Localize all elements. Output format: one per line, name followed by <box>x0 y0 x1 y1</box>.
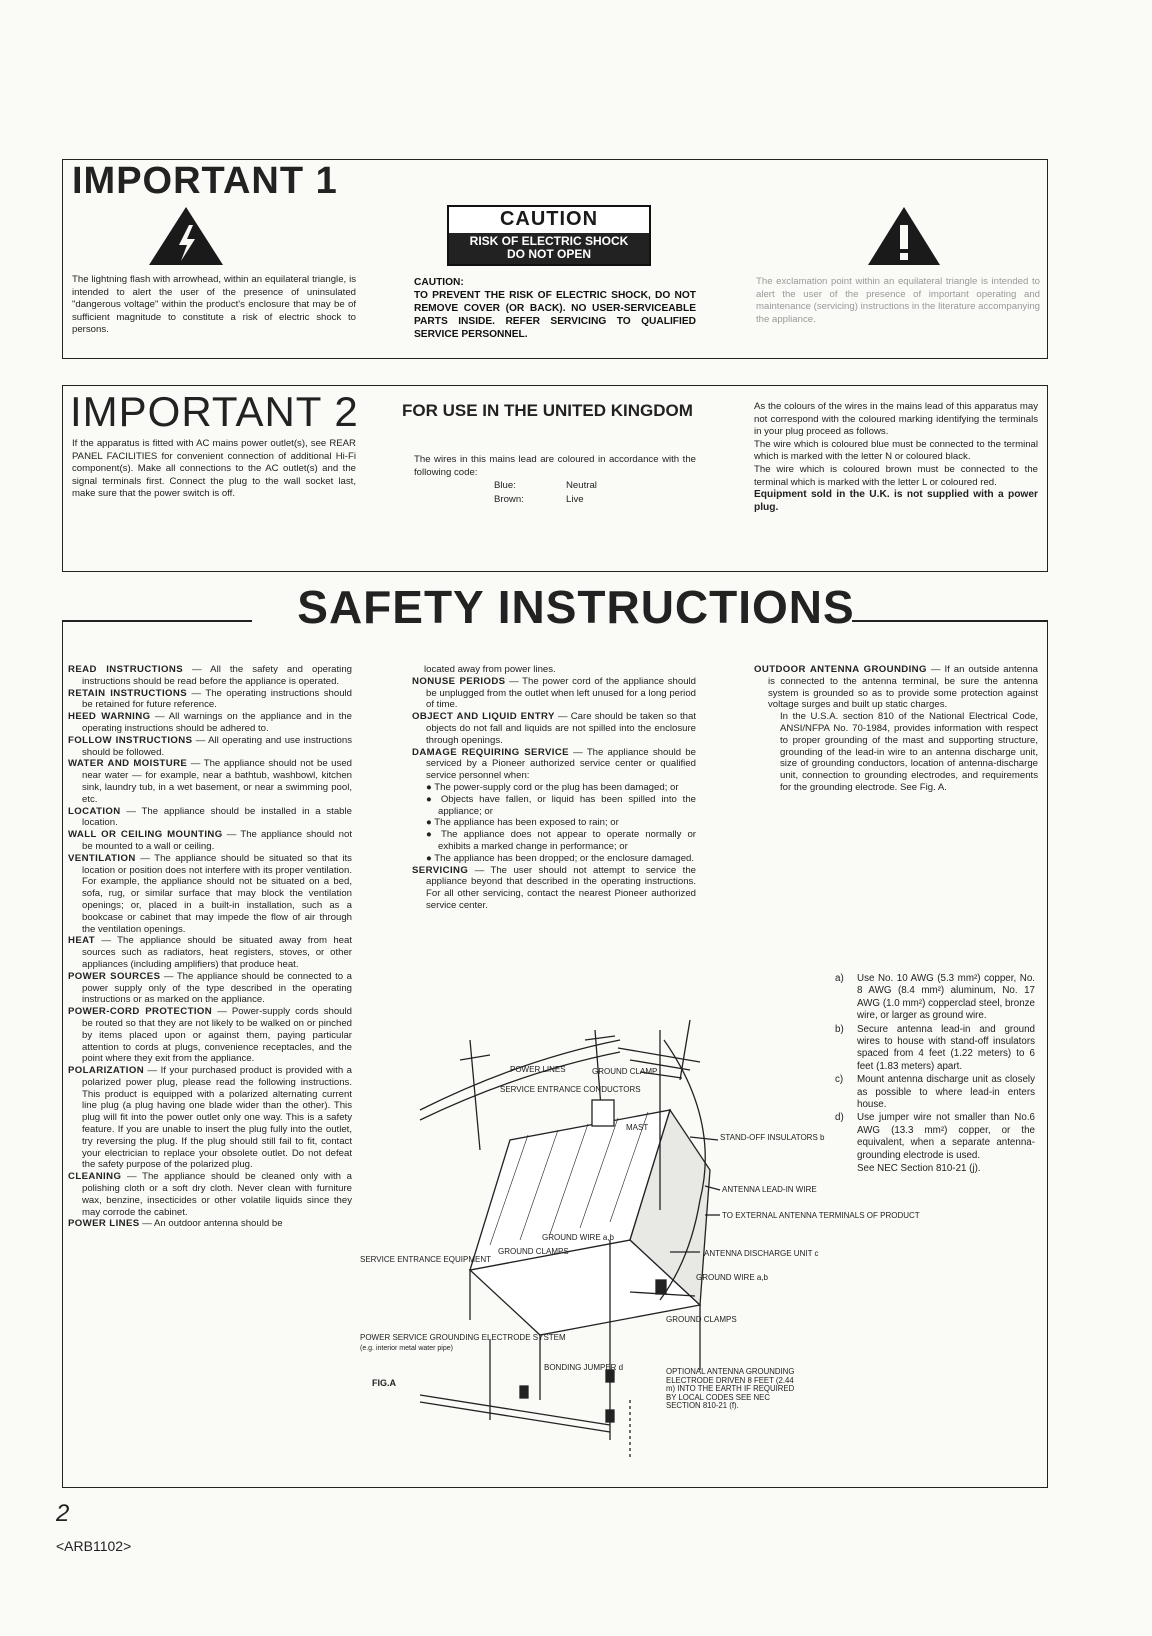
note-item: See NEC Section 810-21 (j). <box>857 1163 981 1175</box>
instruction-item: SERVICING — The user should not attempt to service the appliance beyond that described in the operating instructions. For all other servicing, contact the nearest Pioneer authorized service center. <box>412 864 696 911</box>
blue-label: Blue: <box>494 480 516 491</box>
instruction-item: OBJECT AND LIQUID ENTRY — Care should be taken so that objects do not fall and liquids are not spilled into the enclosure through openings. <box>412 711 696 746</box>
instruction-item: POWER-CORD PROTECTION — Power-supply cords should be routed so that they are not likely to be walked on or pinched by items placed upon or against them, paying particular attention to cords at plugs, convenience receptacles, and the point where they exit from the appliance. <box>68 1006 352 1065</box>
note-item: b) Secure antenna lead-in and ground wires to house with stand-off insulators spaced from 4 feet (1.22 meters) to 6 feet (1.83 meters) apart. <box>835 1023 1035 1072</box>
figure-label-ground-clamps: GROUND CLAMPS <box>498 1247 569 1256</box>
note-item: d) Use jumper wire not smaller than No.6 AWG (13.3 mm²) copper, or the equivalent, when a separate antenna-grounding electrode is used. <box>835 1112 1035 1161</box>
instruction-continued: located away from power lines. <box>424 664 556 675</box>
instruction-item: OUTDOOR ANTENNA GROUNDING — If an outside antenna is connected to the antenna terminal, be sure the antenna system is grounded so as to provide some protection against voltage surges and built up static charges. <box>754 664 1038 711</box>
instruction-item: POLARIZATION — If your purchased product is provided with a polarized power plug, please read the following instructions. This product is equipped with a polarized alternating current line plug (a plug having one blade wider than the other). This plug will fit into the power outlet only one way. This is a safety feature. If you are unable to insert the plug fully into the outlet, try reversing the plug. If the plug should still fail to fit, contact your electrician to replace your obsolete outlet. Do not defeat the safety purpose of the polarized plug. <box>68 1065 352 1171</box>
uk-right-text <box>754 401 1038 514</box>
note-item: c) Mount antenna discharge unit as closely as possible to where lead-in enters house. <box>835 1074 1035 1111</box>
note-item: a) Use No. 10 AWG (5.3 mm²) copper, No. 8 AWG (8.4 mm²) aluminum, No. 17 AWG (1.0 mm²) copperclad steel, bronze wire, or larger as ground wire. <box>835 973 1035 1022</box>
instruction-item: WALL OR CEILING MOUNTING — The appliance should not be mounted to a wall or ceiling. <box>68 829 352 852</box>
figure-label-ground-clamps-2: GROUND CLAMPS <box>666 1315 737 1324</box>
exclamation-description: The exclamation point within an equilateral triangle is intended to alert the user of the presence of important operating and maintenance (servicing) instructions in the literature accompanying the appliance. <box>756 276 1040 325</box>
safety-column-1 <box>68 664 352 1230</box>
caution-sign-title: CAUTION <box>499 208 599 230</box>
page-number: 2 <box>56 1500 70 1527</box>
bullet-item: ● The appliance has been dropped; or the enclosure damaged. <box>426 852 695 864</box>
important2-text: If the apparatus is fitted with AC mains power outlet(s), see REAR PANEL FACILITIES for convenient connection of additional Hi-Fi component(s). Make all connections to the AC outlet(s) and the signal terminals first. Connect the plug to the wall socket last, make sure that the power switch is off. <box>72 438 356 500</box>
instruction-item: DAMAGE REQUIRING SERVICE — The appliance should be serviced by a Pioneer authorized service center or qualified service personnel when: <box>412 746 696 782</box>
figure-label-service-equipment: SERVICE ENTRANCE EQUIPMENT <box>360 1255 491 1264</box>
instruction-item: CLEANING — The appliance should be cleaned only with a polishing cloth or a soft dry cloth. Never clean with furniture wax, benzine, insecticides or other volatile liquids since they may corrode the cabinet. <box>68 1171 352 1218</box>
figure-label-mast: MAST <box>626 1123 649 1132</box>
instruction-item: VENTILATION — The appliance should be situated so that its location or position does not interfere with its proper ventilation. For example, the appliance should not be situated on a bed, sofa, rug, or similar surface that may block the ventilation openings; or, placed in a built-in installation, such as a bookcase or cabinet that may impede the flow of air through the ventilation openings. <box>68 852 352 935</box>
figure-label-power-lines: POWER LINES <box>510 1065 566 1074</box>
lightning-warning-icon <box>147 205 225 267</box>
figure-label-power-service: POWER SERVICE GROUNDING ELECTRODE SYSTEM <box>360 1333 566 1342</box>
figure-label-fig-a: FIG.A <box>372 1378 396 1388</box>
uk-right-p1: As the colours of the wires in the mains lead of this apparatus may not correspond with the coloured marking identifying the terminals in your plug proceed as follows. <box>754 401 1038 438</box>
instruction-item: POWER LINES — An outdoor antenna should be <box>68 1218 283 1230</box>
figure-label-to-external: TO EXTERNAL ANTENNA TERMINALS OF PRODUCT <box>722 1211 920 1220</box>
caution-sign-text <box>449 233 649 264</box>
bullet-item: ● Objects have fallen, or liquid has been spilled into the appliance; or <box>426 793 696 817</box>
important2-title: IMPORTANT 2 <box>70 388 359 435</box>
uk-title: FOR USE IN THE UNITED KINGDOM <box>402 401 693 420</box>
caution-sign-line1: RISK OF ELECTRIC SHOCK <box>469 234 629 248</box>
bullet-item: ● The appliance has been exposed to rain; or <box>426 817 619 829</box>
instruction-item: FOLLOW INSTRUCTIONS — All operating and use instructions should be followed. <box>68 734 352 758</box>
uk-right-p2: The wire which is coloured blue must be connected to the terminal which is marked with the letter N or coloured black. <box>754 438 1038 463</box>
figure-label-antenna-discharge: ANTENNA DISCHARGE UNIT c <box>704 1249 819 1258</box>
instruction-item: LOCATION — The appliance should be installed in a stable location. <box>68 805 352 829</box>
safety-title: SAFETY INSTRUCTIONS <box>297 581 855 633</box>
instruction-item: POWER SOURCES — The appliance should be connected to a power supply only of the type described in the operating instructions or as marked on the appliance. <box>68 970 352 1006</box>
figure-label-standoff: STAND-OFF INSULATORS b <box>720 1133 825 1142</box>
figure-label-ground-wire-2: GROUND WIRE a,b <box>696 1273 769 1282</box>
document-code: <ARB1102> <box>56 1538 132 1554</box>
caution-label: CAUTION: <box>414 277 464 288</box>
figure-label-power-service-note: (e.g. interior metal water pipe) <box>360 1345 453 1352</box>
figure-label-ground-clamp: GROUND CLAMP <box>592 1067 658 1076</box>
caution-sign <box>447 205 651 266</box>
uk-text: The wires in this mains lead are coloured in accordance with the following code: <box>414 454 696 478</box>
figure-label-antenna-leadin: ANTENNA LEAD-IN WIRE <box>722 1185 817 1194</box>
figure-label-ground-wire: GROUND WIRE a,b <box>542 1233 615 1242</box>
instruction-item: RETAIN INSTRUCTIONS — The operating instructions should be retained for future reference. <box>68 687 352 711</box>
grounding-notes <box>835 973 1035 1177</box>
brown-label: Brown: <box>494 494 524 505</box>
safety-column-2 <box>412 664 696 912</box>
instruction-item: WATER AND MOISTURE — The appliance should not be used near water — for example, near a bathtub, washbowl, kitchen sink, laundry tub, in a wet basement, or near a swimming pool, etc. <box>68 758 352 805</box>
instruction-item: NONUSE PERIODS — The power cord of the appliance should be unplugged from the outlet when left unused for a long period of time. <box>412 675 696 711</box>
instruction-item-continued: In the U.S.A. section 810 of the National Electrical Code, ANSI/NFPA No. 70-1984, provides information with respect to proper grounding of the mast and supporting structure, grounding of the lead-in wire to an antenna discharge unit, size of grounding conductors, location of antenna-discharge unit, connection to grounding electrodes, and requirements for the grounding electrode. See Fig. A. <box>780 711 1038 793</box>
figure-label-bonding-jumper: BONDING JUMPER d <box>544 1363 624 1372</box>
caution-sign-line2: DO NOT OPEN <box>506 247 591 261</box>
bullet-item: ● The power-supply cord or the plug has been damaged; or <box>426 781 679 793</box>
lightning-description: The lightning flash with arrowhead, within an equilateral triangle, is intended to alert the user of the presence of uninsulated "dangerous voltage" within the product's enclosure that may be of sufficient magnitude to constitute a risk of electric shock to persons. <box>72 274 356 336</box>
brown-value: Live <box>566 494 584 505</box>
blue-value: Neutral <box>566 480 597 491</box>
figure-label-service-entrance: SERVICE ENTRANCE CONDUCTORS <box>500 1085 641 1094</box>
important1-title: IMPORTANT 1 <box>72 160 338 202</box>
instruction-item: READ INSTRUCTIONS — All the safety and operating instructions should be read before the appliance is operated. <box>68 664 352 687</box>
instruction-item: HEAT — The appliance should be situated away from heat sources such as radiators, heat registers, stoves, or other appliances (including amplifiers) that produce heat. <box>68 935 352 970</box>
uk-right-p3: The wire which is coloured brown must be connected to the terminal which is marked with the letter L or coloured red. <box>754 463 1038 488</box>
figure-label-optional-antenna: OPTIONAL ANTENNA GROUNDING ELECTRODE DRIVEN 8 FEET (2.44 m) INTO THE EARTH IF REQUIRED BY LOCAL CODES SEE NEC SECTION 810-21 (f). <box>666 1367 795 1411</box>
instruction-item: HEED WARNING — All warnings on the appliance and in the operating instructions should be adhered to. <box>68 711 352 734</box>
caution-text: TO PREVENT THE RISK OF ELECTRIC SHOCK, DO NOT REMOVE COVER (OR BACK). NO USER-SERVICEABLE PARTS INSIDE. REFER SERVICING TO QUALIFIED SERVICE PERSONNEL. <box>414 290 696 340</box>
bullet-item: ● The appliance does not appear to operate normally or exhibits a marked change in performance; or <box>426 829 696 852</box>
exclamation-warning-icon <box>866 205 942 267</box>
uk-right-bold: Equipment sold in the U.K. is not supplied with a power plug. <box>754 489 1038 513</box>
safety-column-3 <box>754 664 1038 794</box>
